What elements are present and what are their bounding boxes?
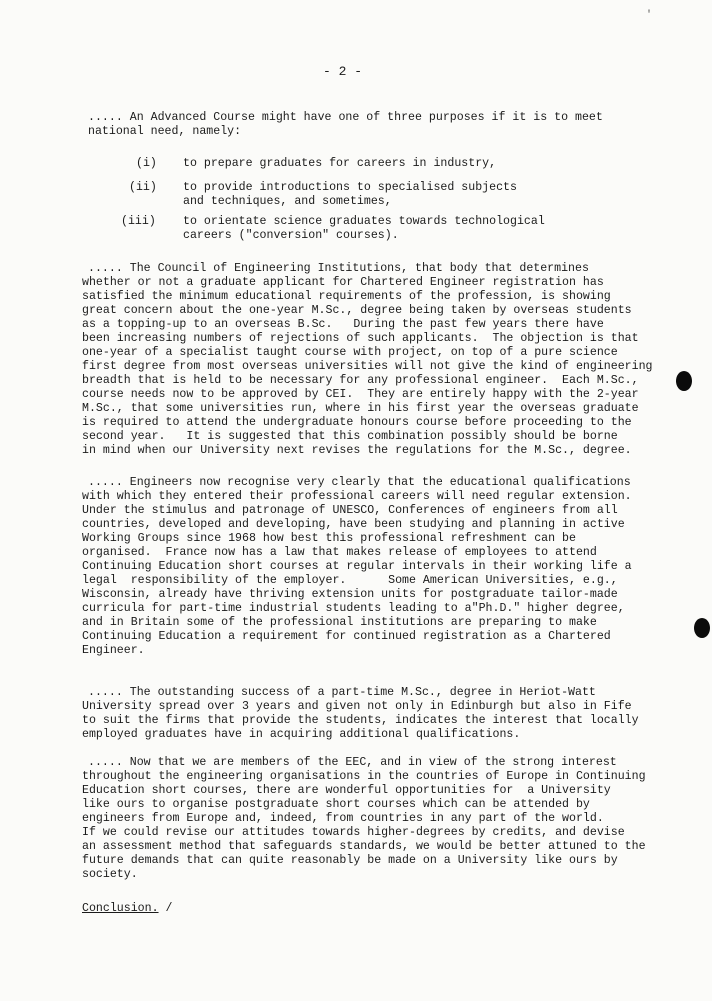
paragraph-line: employed graduates have in acquiring additional qualifications. <box>82 728 521 741</box>
corner-mark: ' <box>646 10 653 21</box>
conclusion-heading <box>82 902 172 915</box>
purpose-number: (ii) <box>129 181 157 194</box>
paragraph-line: M.Sc., that some universities run, where in his first year the overseas graduate <box>82 402 639 415</box>
paragraph-line: Under the stimulus and patronage of UNESCO, Conferences of engineers from all <box>82 504 618 517</box>
paragraph-line: an assessment method that safeguards standards, we would be better attuned to the <box>82 840 646 853</box>
paragraph-line: throughout the engineering organisations in the countries of Europe in Continuing <box>82 770 646 783</box>
paragraph-line: as a topping-up to an overseas B.Sc. During the past few years there have <box>82 318 604 331</box>
paragraph-line: like ours to organise postgraduate short courses which can be attended by <box>82 798 590 811</box>
purpose-text: careers ("conversion" courses). <box>183 229 399 242</box>
paragraph-line: is required to attend the undergraduate honours course before proceeding to the <box>82 416 632 429</box>
conclusion-label: Conclusion. <box>82 902 159 915</box>
paragraph-line: course needs now to be approved by CEI. They are entirely happy with the 2-year <box>82 388 639 401</box>
paragraph-line: and in Britain some of the professional institutions are preparing to make <box>82 616 597 629</box>
paragraph-line: If we could revise our attitudes towards higher-degrees by credits, and devise <box>82 826 625 839</box>
paragraph-line: whether or not a graduate applicant for Chartered Engineer registration has <box>82 276 604 289</box>
paragraph-line: organised. France now has a law that makes release of employees to attend <box>82 546 597 559</box>
intro-line: ..... An Advanced Course might have one of three purposes if it is to meet <box>88 111 603 124</box>
paragraph-line: ..... The outstanding success of a part-time M.Sc., degree in Heriot-Watt <box>88 686 596 699</box>
paragraph-line: been increasing numbers of rejections of such applicants. The objection is that <box>82 332 639 345</box>
purpose-number: (i) <box>136 157 157 170</box>
paragraph-line: Wisconsin, already have thriving extension units for postgraduate tailor-made <box>82 588 618 601</box>
paragraph-line: Education short courses, there are wonderful opportunities for a University <box>82 784 611 797</box>
paragraph-line: ..... The Council of Engineering Institutions, that body that determines <box>88 262 589 275</box>
intro-line: national need, namely: <box>88 125 242 138</box>
purpose-text: to orientate science graduates towards technological <box>183 215 545 228</box>
paragraph-line: Continuing Education a requirement for continued registration as a Chartered <box>82 630 611 643</box>
page-number: - 2 - <box>323 64 363 79</box>
paragraph-line: with which they entered their professional careers will need regular extension. <box>82 490 632 503</box>
paragraph-line: breadth that is held to be necessary for any professional engineer. Each M.Sc., <box>82 374 639 387</box>
paragraph-line: countries, developed and developing, have been studying and planning in active <box>82 518 625 531</box>
purpose-text: to provide introductions to specialised subjects <box>183 181 517 194</box>
paragraph-line: ..... Engineers now recognise very clearly that the educational qualifications <box>88 476 631 489</box>
purpose-text: to prepare graduates for careers in industry, <box>183 157 497 170</box>
paragraph-line: engineers from Europe and, indeed, from countries in any part of the world. <box>82 812 604 825</box>
paragraph-line: second year. It is suggested that this combination possibly should be borne <box>82 430 618 443</box>
purpose-number: (iii) <box>121 215 156 228</box>
paragraph-line: future demands that can quite reasonably be made on a University like ours by <box>82 854 618 867</box>
paragraph-line: Engineer. <box>82 644 145 657</box>
paragraph-line: society. <box>82 868 138 881</box>
paragraph-line: to suit the firms that provide the students, indicates the interest that locally <box>82 714 639 727</box>
purpose-text: and techniques, and sometimes, <box>183 195 392 208</box>
paragraph-line: in mind when our University next revises the regulations for the M.Sc., degree. <box>82 444 632 457</box>
paragraph-line: one-year of a specialist taught course with project, on top of a pure science <box>82 346 618 359</box>
paragraph-line: Continuing Education short courses at regular intervals in their working life a <box>82 560 632 573</box>
paragraph-line: Working Groups since 1968 how best this professional refreshment can be <box>82 532 576 545</box>
paragraph-line: curricula for part-time industrial students leading to a"Ph.D." higher degree, <box>82 602 625 615</box>
paragraph-line: great concern about the one-year M.Sc., degree being taken by overseas students <box>82 304 632 317</box>
paragraph-line: first degree from most overseas universities will not give the kind of engineering <box>82 360 653 373</box>
paragraph-line: ..... Now that we are members of the EEC, and in view of the strong interest <box>88 756 617 769</box>
punch-hole <box>694 618 710 638</box>
paragraph-line: University spread over 3 years and given not only in Edinburgh but also in Fife <box>82 700 632 713</box>
paragraph-line: legal responsibility of the employer. Some American Universities, e.g., <box>82 574 618 587</box>
paragraph-line: satisfied the minimum educational requirements of the profession, is showing <box>82 290 611 303</box>
punch-hole <box>676 371 692 391</box>
conclusion-suffix: / <box>158 902 173 915</box>
